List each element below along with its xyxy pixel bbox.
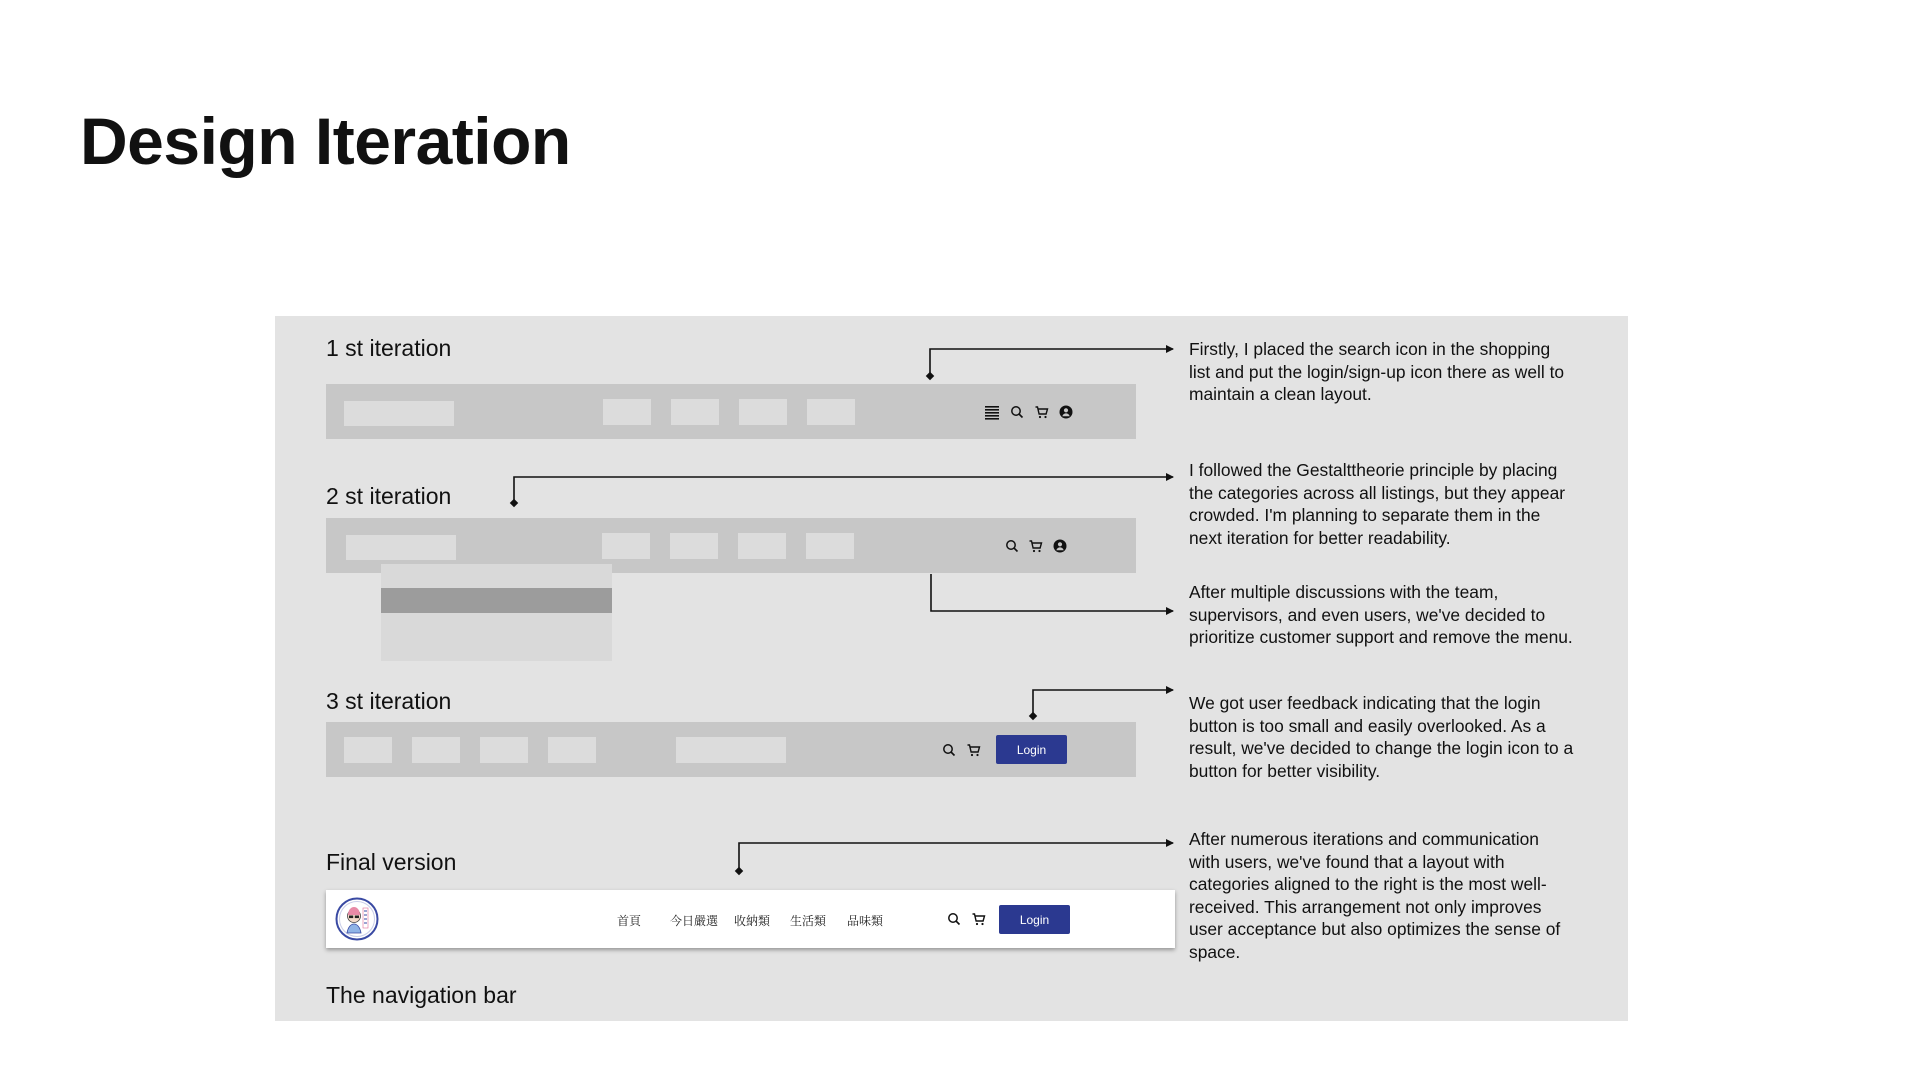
brand-logo[interactable] <box>335 897 379 941</box>
dropdown-highlight-row <box>381 588 612 613</box>
iteration-1-label: 1 st iteration <box>326 335 452 361</box>
note-2: I followed the Gestalttheorie principle by placing the categories across all listings, but they appear crowded. I'm planning to separate them in the next iteration for better readability. <box>1189 460 1566 548</box>
note-5: After numerous iterations and communication with users, we've found that a layout with categories aligned to the right is the most well-received. This arrangement not only improves user acceptance but also optimizes the sense of space. <box>1189 829 1561 962</box>
search-icon[interactable] <box>1004 538 1020 554</box>
login-button[interactable]: Login <box>999 905 1070 934</box>
user-icon[interactable] <box>1058 404 1074 420</box>
nav-item-lifestyle[interactable]: 生活類 <box>790 914 827 928</box>
category-placeholder <box>739 399 787 425</box>
login-button[interactable]: Login <box>996 735 1067 764</box>
page-title: Design Iteration <box>80 104 571 178</box>
note-1: Firstly, I placed the search icon in the shopping list and put the login/sign-up icon there as well to maintain a clean layout. <box>1189 339 1565 405</box>
navigation-bar-caption: The navigation bar <box>326 982 517 1008</box>
search-icon[interactable] <box>941 742 957 758</box>
iteration-1-navbar <box>326 384 1136 439</box>
note-3: After multiple discussions with the team, supervisors, and even users, we've decided to prioritize customer support and remove the menu. <box>1189 582 1573 648</box>
search-icon[interactable] <box>1009 404 1025 420</box>
category-placeholder <box>671 399 719 425</box>
search-icon[interactable] <box>946 911 962 927</box>
final-version-label: Final version <box>326 849 457 875</box>
category-placeholder <box>670 533 718 559</box>
logo-placeholder <box>344 401 454 426</box>
logo-placeholder <box>346 535 456 560</box>
dropdown-menu-mock <box>381 564 612 661</box>
note-4: We got user feedback indicating that the login button is too small and easily overlooked. As a result, we've decided to change the login icon to a button for better visibility. <box>1189 693 1574 781</box>
final-navbar <box>326 890 1175 948</box>
iteration-3-label: 3 st iteration <box>326 688 452 714</box>
category-placeholder <box>548 737 596 763</box>
category-placeholder <box>480 737 528 763</box>
user-icon[interactable] <box>1052 538 1068 554</box>
logo-placeholder <box>676 737 786 763</box>
category-placeholder <box>807 399 855 425</box>
nav-item-home[interactable]: 首頁 <box>617 914 642 928</box>
cart-icon[interactable] <box>971 911 987 927</box>
nav-item-storage[interactable]: 收納類 <box>734 914 771 928</box>
category-placeholder <box>344 737 392 763</box>
category-placeholder <box>738 533 786 559</box>
iteration-2-label: 2 st iteration <box>326 483 452 509</box>
nav-item-taste[interactable]: 品味類 <box>847 914 884 928</box>
iteration-3-navbar <box>326 722 1136 777</box>
nav-item-daily-picks[interactable]: 今日嚴選 <box>670 914 719 928</box>
category-placeholder <box>603 399 651 425</box>
menu-icon[interactable] <box>984 404 1000 420</box>
category-placeholder <box>602 533 650 559</box>
category-placeholder <box>806 533 854 559</box>
category-placeholder <box>412 737 460 763</box>
cart-icon[interactable] <box>1028 538 1044 554</box>
cart-icon[interactable] <box>966 742 982 758</box>
cart-icon[interactable] <box>1034 404 1050 420</box>
